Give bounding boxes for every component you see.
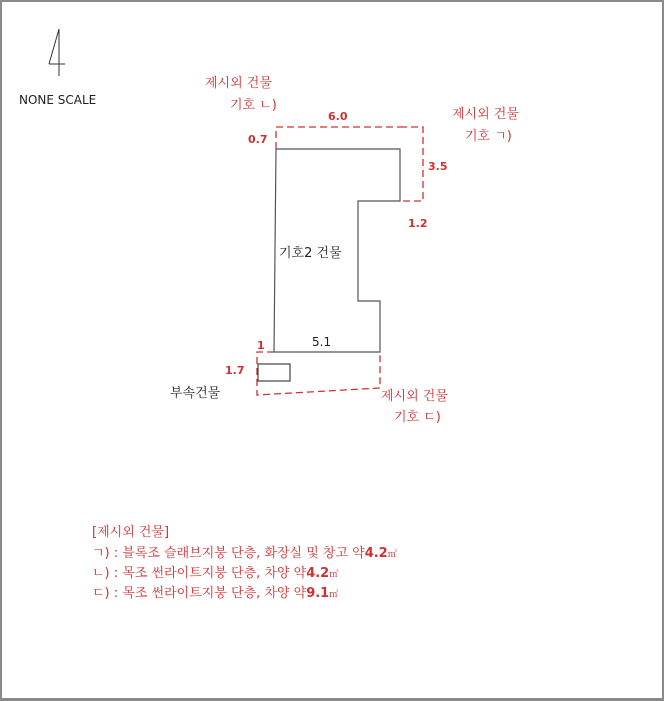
note-prefix: ㄴ) : <box>92 566 123 581</box>
callout-d-line1: 제시외 건물 <box>381 389 448 404</box>
note-text: 블록조 슬래브지붕 단층, 화장실 및 창고 약 <box>122 546 365 561</box>
note-area: 4.2 <box>306 566 330 581</box>
scale-label: NONE SCALE <box>19 93 97 107</box>
dim-right-height: 3.5 <box>428 160 448 173</box>
note-unit: ㎡ <box>329 590 339 600</box>
callout-d-line2: 기호 ㄷ) <box>394 410 441 425</box>
note-item-d <box>92 582 338 601</box>
dim-bottom-width: 5.1 <box>312 335 332 349</box>
dim-bottom-left-offset: 1 <box>257 339 265 352</box>
note-text: 목조 썬라이트지붕 단층, 차양 약 <box>122 586 307 601</box>
callout-g-line1: 제시외 건물 <box>452 107 519 122</box>
note-text: 목조 썬라이트지붕 단층, 차양 약 <box>122 566 307 581</box>
note-unit: ㎡ <box>387 550 397 560</box>
note-area: 9.1 <box>306 586 330 601</box>
annex-g-outline <box>400 127 423 201</box>
note-prefix: ㄱ) : <box>92 546 123 561</box>
note-area: 4.2 <box>364 546 388 561</box>
dim-bottom-depth: 1.7 <box>225 364 245 377</box>
accessory-building-label: 부속건물 <box>170 386 221 401</box>
note-item-g <box>92 542 397 561</box>
north-arrow-icon <box>49 29 65 76</box>
dim-right-width: 1.2 <box>408 217 428 230</box>
callout-n-line2: 기호 ㄴ) <box>230 98 277 113</box>
callout-g-line2: 기호 ㄱ) <box>465 129 512 144</box>
main-building-label: 기호2 건물 <box>279 246 342 261</box>
dim-top-width: 6.0 <box>328 110 348 123</box>
annex-d-outline <box>257 352 380 395</box>
note-unit: ㎡ <box>329 570 339 580</box>
dim-top-offset: 0.7 <box>248 133 268 146</box>
accessory-building-outline <box>258 364 290 381</box>
note-prefix: ㄷ) : <box>92 586 123 601</box>
callout-n-line1: 제시외 건물 <box>205 76 272 91</box>
note-item-n <box>92 562 338 581</box>
notes-title: [제시외 건물] <box>92 525 170 540</box>
annex-n-outline <box>276 127 400 149</box>
